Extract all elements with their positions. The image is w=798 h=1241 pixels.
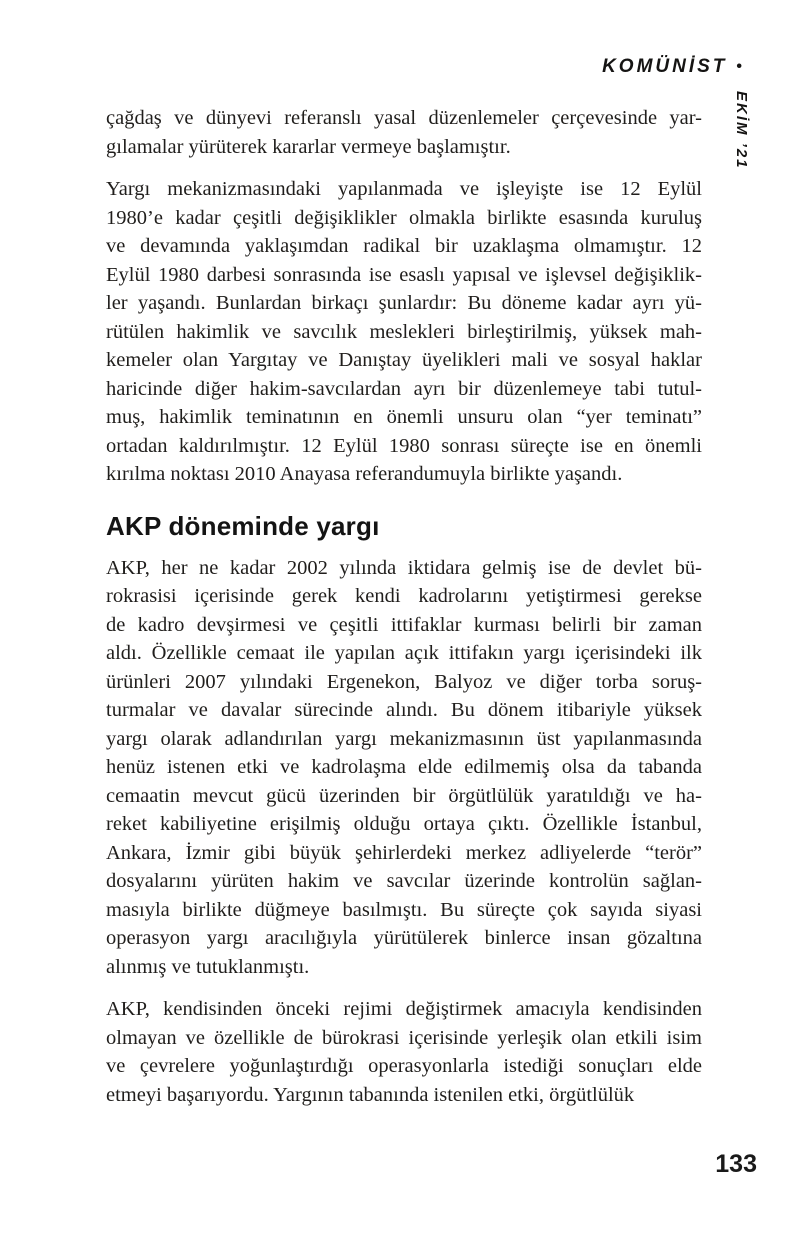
text-line: reket kabiliyetine erişilmiş olduğu ortaya çıktı. Özellikle İstanbul,: [106, 813, 702, 835]
text-line: etmeyi başarıyordu. Yargının tabanında istenilen etki, örgütlülük: [106, 1083, 635, 1106]
text-line: rütülen hakimlik ve savcılık meslekleri birleştirilmiş, yüksek mah-: [106, 320, 702, 343]
text-line: ve devamında yaklaşımdan radikal bir uzaklaşma olmamıştır. 12: [106, 235, 702, 257]
text-line: rokrasisi içerisinde gerek kendi kadrolarını yetiştirmesi gerekse: [106, 585, 702, 607]
text-line: yargı olarak adlandırılan yargı mekanizmasının üst yapılanmasında: [106, 727, 702, 750]
text-line: muş, hakimlik teminatının en önemli unsuru olan “yer teminatı”: [106, 406, 702, 428]
text-line: kemeler olan Yargıtay ve Danıştay üyelikleri mali ve sosyal haklar: [106, 349, 702, 371]
text-line: kırılma noktası 2010 Anayasa referandumuyla birlikte yaşandı.: [106, 463, 623, 485]
text-line: ortadan kaldırılmıştır. 12 Eylül 1980 sonrası süreçte ise en önemli: [106, 434, 702, 457]
paragraph: [106, 554, 702, 982]
text-line: AKP, kendisinden önceki rejimi değiştirmek amacıyla kendisinden: [106, 998, 702, 1020]
page-body: [106, 104, 702, 1123]
text-line: operasyon yargı aracılığıyla yürütülerek binlerce insan gözaltına: [106, 927, 702, 949]
text-line: AKP, her ne kadar 2002 yılında iktidara gelmiş ise de devlet bü-: [106, 556, 702, 579]
text-line: haricinde diğer hakim-savcılardan ayrı bir düzenlemeye tabi tutul-: [106, 377, 702, 400]
text-line: ve çevrelere yoğunlaştırdığı operasyonlarla istediği sonuçları elde: [106, 1055, 702, 1077]
journal-title: KOMÜNİST: [602, 56, 728, 77]
text-line: ler yaşandı. Bunlardan birkaçı şunlardır: Bu döneme kadar ayrı yü-: [106, 292, 702, 314]
text-line: de kadro devşirmesi ve çeşitli ittifaklar kurması belirli bir zaman: [106, 613, 702, 636]
text-line: aldı. Özellikle cemaat ile yapılan açık ittifakın yargı içerisindeki ilk: [106, 642, 702, 664]
paragraph: [106, 995, 702, 1109]
text-line: cemaatin mevcut gücü üzerinden bir örgütlülük yaratıldığı ve ha-: [106, 784, 702, 807]
paragraph: [106, 175, 702, 489]
text-line: alınmış ve tutuklanmıştı.: [106, 955, 310, 978]
text-line: Yargı mekanizmasındaki yapılanmada ve işleyişte ise 12 Eylül: [106, 178, 702, 200]
running-head: [602, 56, 742, 78]
text-line: gılamalar yürüterek kararlar vermeye başlamıştır.: [106, 135, 511, 158]
issue-label: EKİM ’21: [733, 91, 750, 170]
text-line: dosyalarını yürüten hakim ve savcılar üzerinde kontrolün sağlan-: [106, 870, 702, 892]
text-line: turmalar ve davalar sürecinde alındı. Bu dönem itibariyle yüksek: [106, 699, 702, 721]
page-number: 133: [715, 1150, 757, 1178]
text-line: Ankara, İzmir gibi büyük şehirlerdeki merkez adliyelerde “terör”: [106, 841, 702, 864]
text-line: olmayan ve özellikle de bürokrasi içerisinde yerleşik olan etkili isim: [106, 1026, 702, 1049]
text-line: ürünleri 2007 yılındaki Ergenekon, Balyoz ve diğer torba soruş-: [106, 670, 702, 693]
text-line: Eylül 1980 darbesi sonrasında ise esaslı yapısal ve işlevsel değişiklik-: [106, 263, 702, 286]
text-line: çağdaş ve dünyevi referanslı yasal düzenlemeler çerçevesinde yar-: [106, 107, 702, 129]
text-line: henüz istenen etki ve kadrolaşma elde edilmemiş olsa da tabanda: [106, 756, 702, 778]
bullet-icon: •: [736, 58, 742, 75]
paragraph: [106, 104, 702, 161]
section-heading: AKP döneminde yargı: [106, 510, 380, 541]
text-line: masıyla birlikte düğmeye basılmıştı. Bu süreçte çok sayıda siyasi: [106, 898, 702, 921]
text-line: 1980’e kadar çeşitli değişiklikler olmakla birlikte esasında kuruluş: [106, 206, 702, 229]
